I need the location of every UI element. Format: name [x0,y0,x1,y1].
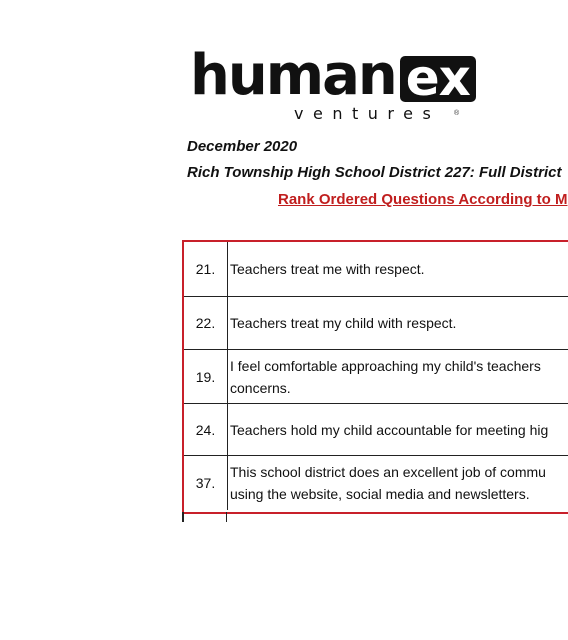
question-text: This school district does an excellent job of commu using the website, social media and newsletters. [230,464,546,502]
rank-ordered-heading: Rank Ordered Questions According to M [278,191,568,208]
question-number: 21. [184,242,228,296]
district-title: Rich Township High School District 227: Full District [187,164,562,181]
table-row [184,297,568,350]
table-row [184,242,568,297]
question-text: Teachers hold my child accountable for meeting hig [230,421,549,438]
table-row [184,456,568,510]
questions-table [182,240,568,514]
question-text: Teachers treat my child with respect. [230,315,457,331]
logo-subtitle: ventures [294,104,441,123]
table-border-stub [182,512,184,522]
question-number: 22. [184,297,228,349]
logo-word: human [190,43,396,108]
table-row [184,404,568,456]
table-column-stub [226,512,227,522]
question-text: Teachers treat me with respect. [230,261,425,277]
question-number: 24. [184,404,228,455]
report-date: December 2020 [187,138,298,155]
question-number: 19. [184,350,228,403]
table-row [184,350,568,404]
question-text: I feel comfortable approaching my child's teachers concerns. [230,357,541,396]
humanex-ventures-logo [190,43,470,123]
question-number: 37. [184,456,228,510]
logo-wordmark [190,43,476,108]
registered-mark: ® [454,110,460,117]
logo-boxed-letters: ex [400,56,476,102]
